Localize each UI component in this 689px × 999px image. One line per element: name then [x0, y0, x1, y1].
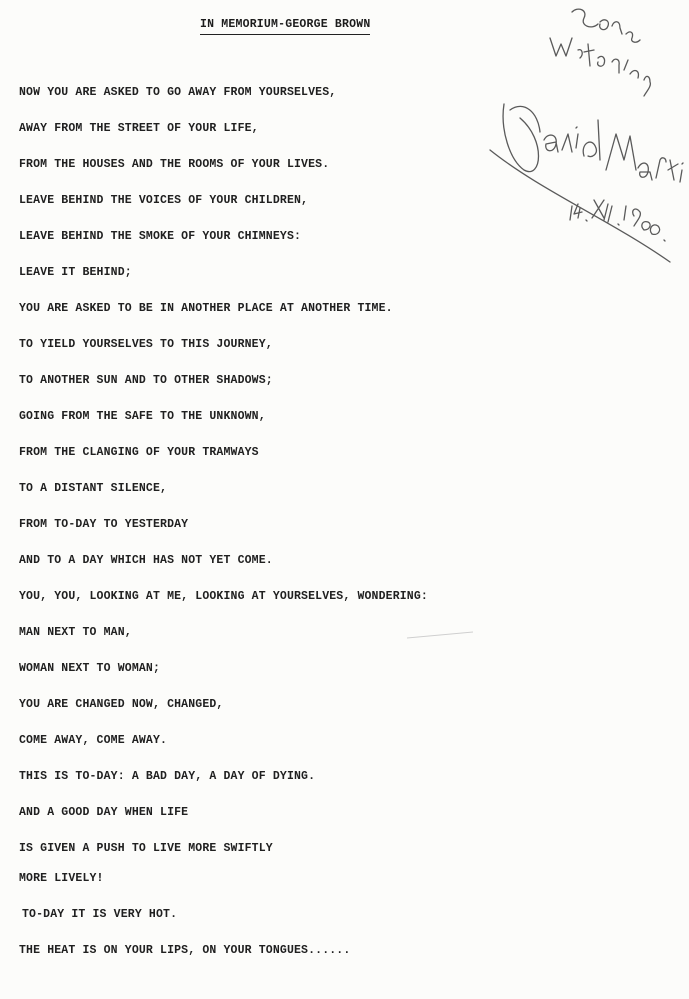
- poem-line: TO YIELD YOURSELVES TO THIS JOURNEY,: [19, 338, 273, 351]
- poem-line: COME AWAY, COME AWAY.: [19, 734, 168, 747]
- handwritten-signature-icon: [480, 0, 689, 280]
- poem-line: TO ANOTHER SUN AND TO OTHER SHADOWS;: [19, 374, 273, 387]
- poem-line: FROM THE CLANGING OF YOUR TRAMWAYS: [19, 446, 259, 459]
- poem-line: LEAVE IT BEHIND;: [19, 266, 132, 279]
- poem-line: TO-DAY IT IS VERY HOT.: [22, 908, 178, 921]
- poem-line: THIS IS TO-DAY: A BAD DAY, A DAY OF DYING.: [19, 770, 316, 783]
- poem-line: GOING FROM THE SAFE TO THE UNKNOWN,: [19, 410, 266, 423]
- poem-line: YOU ARE ASKED TO BE IN ANOTHER PLACE AT ANOTHER TIME.: [19, 302, 393, 315]
- poem-line: IS GIVEN A PUSH TO LIVE MORE SWIFTLY: [19, 842, 273, 855]
- poem-line: LEAVE BEHIND THE VOICES OF YOUR CHILDREN,: [19, 194, 309, 207]
- poem-line: AND TO A DAY WHICH HAS NOT YET COME.: [19, 554, 273, 567]
- poem-line: TO A DISTANT SILENCE,: [19, 482, 168, 495]
- poem-line: NOW YOU ARE ASKED TO GO AWAY FROM YOURSELVES,: [19, 86, 337, 99]
- poem-line: YOU ARE CHANGED NOW, CHANGED,: [19, 698, 224, 711]
- poem-line: MORE LIVELY!: [19, 872, 104, 885]
- poem-title: IN MEMORIUM-GEORGE BROWN: [200, 18, 370, 35]
- poem-line: MAN NEXT TO MAN,: [19, 626, 132, 639]
- poem-line: FROM TO-DAY TO YESTERDAY: [19, 518, 189, 531]
- poem-line: WOMAN NEXT TO WOMAN;: [19, 662, 161, 675]
- poem-line: YOU, YOU, LOOKING AT ME, LOOKING AT YOURSELVES, WONDERING:: [19, 590, 428, 603]
- poem-line: AND A GOOD DAY WHEN LIFE: [19, 806, 189, 819]
- poem-line: LEAVE BEHIND THE SMOKE OF YOUR CHIMNEYS:: [19, 230, 302, 243]
- poem-line: AWAY FROM THE STREET OF YOUR LIFE,: [19, 122, 259, 135]
- poem-line: THE HEAT IS ON YOUR LIPS, ON YOUR TONGUES......: [19, 944, 351, 957]
- stray-pencil-mark-icon: [405, 630, 475, 640]
- poem-line: FROM THE HOUSES AND THE ROOMS OF YOUR LIVES.: [19, 158, 330, 171]
